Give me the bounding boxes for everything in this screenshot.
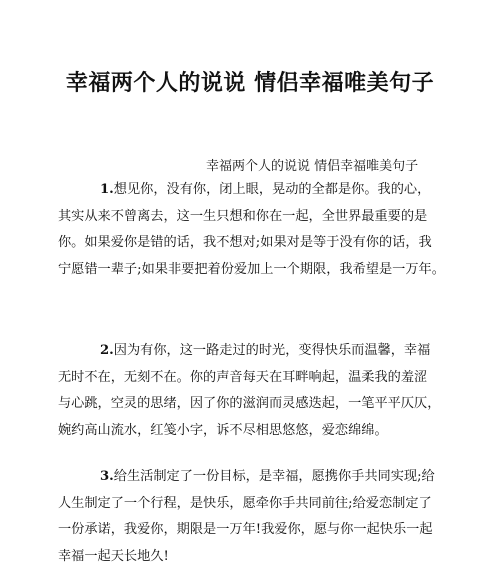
paragraph-3-line-1-text: 给生活制定了一份目标，是幸福，愿携你手共同实现;给 <box>114 469 435 484</box>
paragraph-2-line-2: 无时不在，无刻不在。你的声音每天在耳畔响起，温柔我的羞涩 <box>58 365 450 392</box>
document-title: 幸福两个人的说说 情侣幸福唯美句子 <box>0 66 500 97</box>
paragraph-2-line-1 <box>58 338 450 365</box>
paragraph-3 <box>58 464 450 570</box>
paragraph-1-line-1 <box>58 177 450 204</box>
paragraph-2-line-4: 婉约高山流水，红笺小字，诉不尽相思悠悠，爱恋绵绵。 <box>58 418 450 445</box>
paragraph-1-line-1-text: 想见你，没有你，闭上眼，晃动的全都是你。我的心， <box>114 182 431 197</box>
document-subtitle: 幸福两个人的说说 情侣幸福唯美句子 <box>206 155 418 174</box>
paragraph-2 <box>58 338 450 444</box>
paragraph-3-line-2: 人生制定了一个行程，是快乐，愿牵你手共同前往;给爱恋制定了 <box>58 491 450 518</box>
paragraph-1-line-4: 宁愿错一辈子;如果非要把着份爱加上一个期限，我希望是一万年。 <box>58 257 450 284</box>
paragraph-2-number: 2. <box>100 343 114 358</box>
paragraph-3-line-4: 幸福一起天长地久! <box>58 544 450 570</box>
paragraph-1-number: 1. <box>100 182 114 197</box>
paragraph-1-line-3: 你。如果爱你是错的话，我不想对;如果对是等于没有你的话，我 <box>58 230 450 257</box>
paragraph-2-line-1-text: 因为有你，这一路走过的时光，变得快乐而温馨，幸福 <box>114 343 431 358</box>
paragraph-3-line-1 <box>58 464 450 491</box>
paragraph-1-line-2: 其实从来不曾离去，这一生只想和你在一起，全世界最重要的是 <box>58 204 450 231</box>
paragraph-3-number: 3. <box>100 469 114 484</box>
paragraph-2-line-3: 与心跳，空灵的思绪，因了你的滋润而灵感迭起，一笔平平仄仄， <box>58 391 450 418</box>
paragraph-3-line-3: 一份承诺，我爱你，期限是一万年!我爱你，愿与你一起快乐一起 <box>58 517 450 544</box>
paragraph-1 <box>58 177 450 283</box>
